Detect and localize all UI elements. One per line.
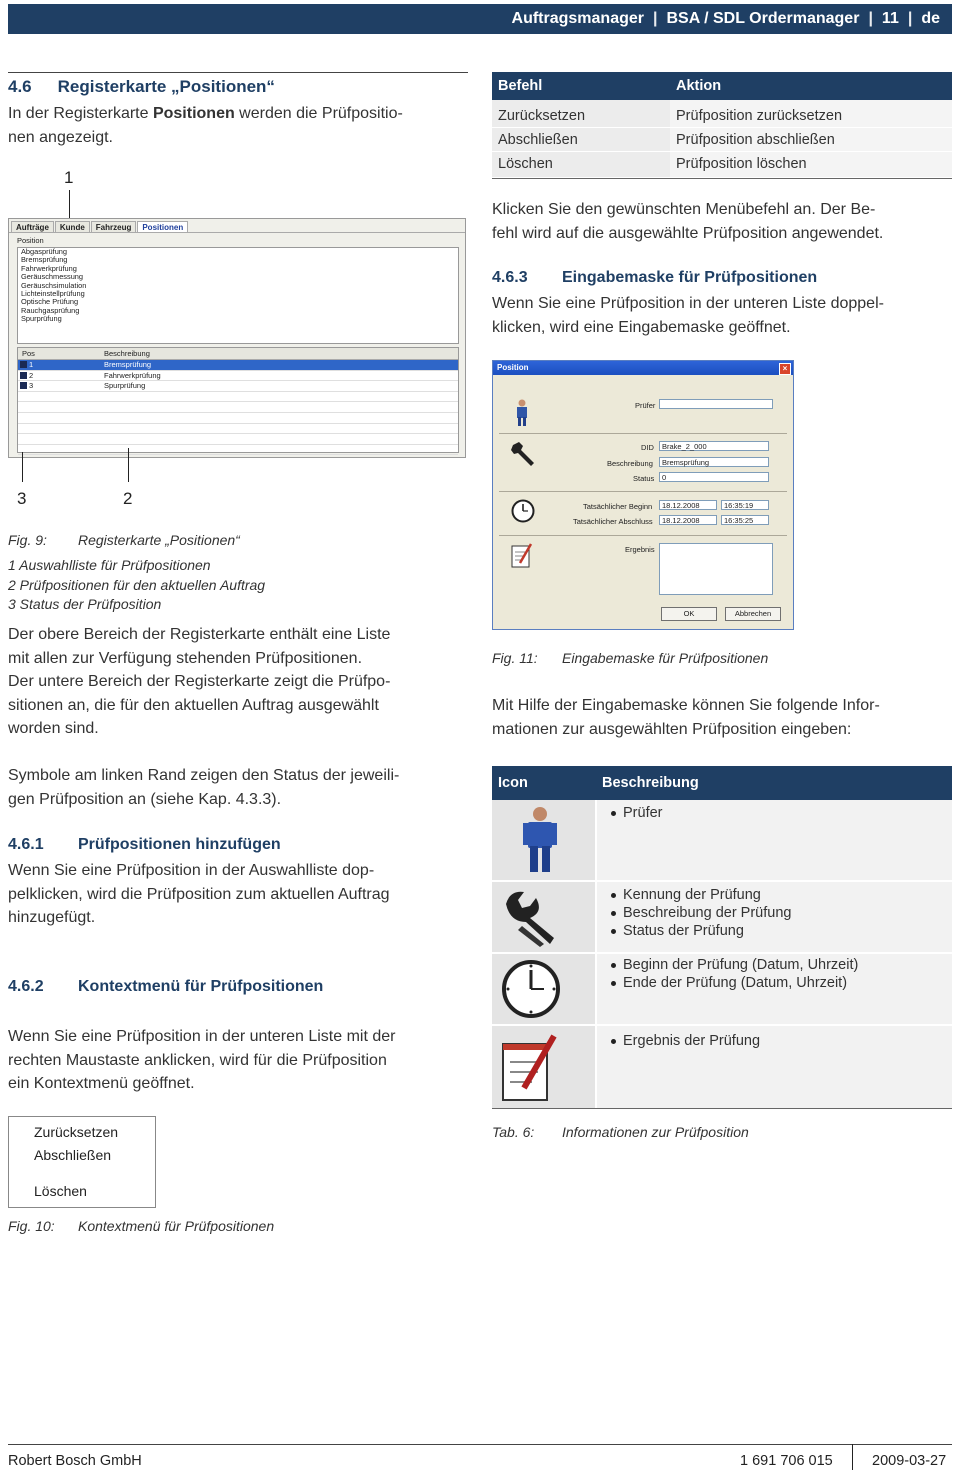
- table-row-desc-cell: [597, 954, 952, 1024]
- tab6-title: Informationen zur Prüfposition: [562, 1124, 749, 1140]
- act-cell: Prüfposition abschließen: [670, 128, 952, 152]
- line: Der untere Bereich der Registerkarte zeigt die Prüfpo-: [8, 673, 391, 690]
- menu-item-abschliessen[interactable]: Abschließen: [34, 1147, 112, 1163]
- callout-line-2: [128, 448, 129, 482]
- fig9-legend: [8, 556, 265, 615]
- heading-4-6: [8, 77, 275, 97]
- table-row-desc-cell: [597, 1026, 952, 1108]
- intro-bold: Positionen: [152, 105, 235, 122]
- grid-col-desc: Beschreibung: [104, 349, 150, 358]
- abschluss-date-field[interactable]: 18.12.2008: [659, 515, 717, 525]
- status-icon: [20, 372, 27, 379]
- table-row-desc-cell: [597, 882, 952, 952]
- heading-4-6-2: [8, 978, 323, 996]
- footer-date: 2009-03-27: [872, 1453, 947, 1469]
- line: Wenn Sie eine Prüfposition in der unteren Liste doppel-: [492, 295, 884, 312]
- grid-cell-pos: 1: [29, 360, 34, 369]
- heading-title: Registerkarte „Positionen“: [57, 77, 275, 96]
- legend-item: 2 Prüfpositionen für den aktuellen Auftrag: [8, 576, 266, 593]
- info-table: [492, 766, 952, 1110]
- paragraph-symbols: [8, 764, 399, 811]
- list-item[interactable]: Fahrwerkprüfung: [21, 263, 77, 273]
- line: mit allen zur Verfügung stehenden Prüfpositionen.: [8, 649, 363, 667]
- paragraph-mask-info: [492, 694, 880, 741]
- empty-row: [18, 402, 458, 413]
- dialog-titlebar: [493, 361, 793, 375]
- fig10-label: Fig. 10:: [8, 1218, 55, 1234]
- table-row: [492, 152, 952, 178]
- menu-item-zuruecksetzen[interactable]: Zurücksetzen: [34, 1124, 119, 1140]
- table-row: [492, 100, 952, 128]
- list-item: Prüfer: [611, 804, 952, 822]
- available-positions-list[interactable]: [17, 247, 459, 344]
- command-table: [492, 72, 952, 178]
- cmd-cell: Zurücksetzen: [492, 100, 670, 128]
- list-item[interactable]: Lichteinstellprüfung: [21, 288, 85, 298]
- tab6-caption: [492, 1124, 749, 1140]
- fig11-title: Eingabemaske für Prüfpositionen: [562, 650, 769, 666]
- line: Wenn Sie eine Prüfposition in der unteren Liste mit der: [8, 1028, 396, 1045]
- did-field[interactable]: Brake_2_000: [659, 441, 769, 451]
- fig9-label: Fig. 9:: [8, 532, 47, 548]
- legend-item: 1 Auswahlliste für Prüfpositionen: [8, 557, 211, 573]
- tab-positionen[interactable]: Positionen: [137, 221, 188, 233]
- table-bottom-rule: [492, 1108, 952, 1109]
- grid-cell-desc: Spurprüfung: [104, 381, 146, 391]
- grid-cell-desc: Fahrwerkprüfung: [104, 370, 161, 380]
- list-item: Status der Prüfung: [611, 922, 952, 940]
- tab-divider: [9, 232, 465, 233]
- heading-4-6-3: [492, 269, 817, 287]
- heading-number: 4.6: [8, 77, 32, 96]
- list-item[interactable]: Abgasprüfung: [21, 247, 68, 256]
- clock-icon: [500, 958, 562, 1020]
- fig11-label: Fig. 11:: [492, 650, 538, 666]
- label-beginn: Tatsächlicher Beginn: [583, 502, 653, 511]
- divider: [499, 433, 787, 434]
- table-row-icon-cell: [492, 954, 595, 1024]
- list-item: Kennung der Prüfung: [611, 886, 952, 904]
- label-abschluss: Tatsächlicher Abschluss: [573, 517, 653, 526]
- line: hinzugefügt.: [8, 909, 96, 926]
- line: fehl wird auf die ausgewählte Prüfposition angewendet.: [492, 224, 884, 242]
- grid-cell-pos: 3: [29, 381, 34, 391]
- fig11-caption: [492, 650, 768, 666]
- line: pelklicken, wird die Prüfposition zum aktuellen Auftrag: [8, 885, 390, 903]
- divider: [499, 535, 787, 536]
- table-row-icon-cell: [492, 800, 595, 880]
- cmd-cell: Löschen: [492, 152, 670, 178]
- label-beschreibung: Beschreibung: [607, 459, 653, 468]
- cancel-button[interactable]: Abbrechen: [725, 607, 781, 621]
- intro-text-2: werden die Prüfpositio-: [234, 105, 403, 122]
- callout-2: 2: [123, 489, 133, 508]
- header-lang: de: [921, 10, 940, 27]
- col-icon: Icon: [498, 775, 528, 791]
- legend-item: 3 Status der Prüfposition: [8, 596, 162, 612]
- notepad-icon: [500, 1034, 558, 1104]
- act-cell: Prüfposition löschen: [670, 152, 952, 178]
- line: Wenn Sie eine Prüfposition in der Auswahlliste dop-: [8, 862, 375, 879]
- line: Mit Hilfe der Eingabemaske können Sie folgende Infor-: [492, 697, 880, 714]
- table-row-desc-cell: [597, 800, 952, 880]
- heading-title: Prüfpositionen hinzufügen: [78, 836, 281, 853]
- grid-cell-pos: 2: [29, 370, 34, 380]
- person-icon: [513, 399, 531, 427]
- paragraph-context: [8, 1025, 395, 1096]
- heading-number: 4.6.2: [8, 978, 44, 995]
- table-row-icon-cell: [492, 1026, 595, 1108]
- table-row: [492, 128, 952, 152]
- heading-number: 4.6.3: [492, 269, 528, 286]
- list-item: Beschreibung der Prüfung: [611, 904, 952, 922]
- line: Klicken Sie den gewünschten Menübefehl an. Der Be-: [492, 201, 876, 218]
- list-item[interactable]: Bremsprüfung: [21, 255, 68, 265]
- line: rechten Maustaste anklicken, wird für die Prüfposition: [8, 1051, 387, 1069]
- command-table-wrap: [492, 72, 952, 179]
- list-item[interactable]: Rauchgasprüfung: [21, 305, 80, 315]
- header-page: 11: [881, 10, 899, 27]
- line: sitionen an, die für den aktuellen Auftrag ausgewählt: [8, 696, 379, 714]
- fig10-title: Kontextmenü für Prüfpositionen: [78, 1218, 275, 1234]
- grid-cell-desc: Bremsprüfung: [104, 360, 152, 369]
- list-item[interactable]: Spurprüfung: [21, 314, 62, 324]
- empty-row: [18, 424, 458, 435]
- abschluss-time-field[interactable]: 16:35:25: [721, 515, 769, 525]
- col-beschreibung: Beschreibung: [602, 775, 699, 791]
- list-item: Beginn der Prüfung (Datum, Uhrzeit): [611, 956, 952, 974]
- desc-list: [597, 1032, 952, 1050]
- list-header: Position: [17, 236, 44, 245]
- ok-button[interactable]: OK: [661, 607, 717, 621]
- heading-title: Eingabemaske für Prüfpositionen: [562, 269, 818, 286]
- line: Der obere Bereich der Registerkarte enthält eine Liste: [8, 626, 391, 643]
- cmd-cell: Abschließen: [492, 128, 670, 152]
- close-icon[interactable]: ×: [779, 363, 791, 375]
- divider: [499, 491, 787, 492]
- paragraph-add: [8, 859, 390, 930]
- col-aktion: Aktion: [670, 72, 952, 100]
- empty-row: [18, 392, 458, 403]
- line: gen Prüfposition an (siehe Kap. 4.3.3).: [8, 790, 282, 808]
- heading-number: 4.6.1: [8, 836, 44, 853]
- label-did: DID: [641, 443, 654, 452]
- empty-row: [18, 445, 458, 456]
- wrench-icon: [509, 439, 537, 467]
- paragraph-list-description: [8, 623, 390, 741]
- ergebnis-field[interactable]: [659, 543, 773, 595]
- positions-screenshot: [8, 218, 466, 458]
- callout-3: 3: [17, 489, 27, 508]
- line: mationen zur ausgewählten Prüfposition eingeben:: [492, 720, 852, 738]
- list-item[interactable]: Geräuschmessung: [21, 272, 84, 282]
- table-row-icon-cell: [492, 882, 595, 952]
- wrench-icon: [500, 886, 562, 948]
- line: worden sind.: [8, 720, 99, 737]
- beginn-time-field[interactable]: 16:35:19: [721, 500, 769, 510]
- fig10-caption: [8, 1218, 274, 1234]
- intro-line2: nen angezeigt.: [8, 128, 113, 146]
- desc-list: [597, 804, 952, 822]
- list-item: Ende der Prüfung (Datum, Uhrzeit): [611, 974, 952, 992]
- desc-list: [597, 886, 952, 940]
- fig9-caption: [8, 532, 240, 548]
- footer-docnum: 1 691 706 015: [740, 1453, 833, 1469]
- table-row[interactable]: [18, 371, 458, 382]
- tab6-label: Tab. 6:: [492, 1124, 535, 1140]
- act-cell: Prüfposition zurücksetzen: [670, 100, 952, 128]
- table-row[interactable]: [18, 381, 458, 392]
- line: ein Kontextmenü geöffnet.: [8, 1075, 195, 1092]
- position-dialog: [492, 360, 794, 630]
- tab-kunde[interactable]: Kunde: [55, 221, 90, 233]
- person-icon: [520, 806, 560, 874]
- callout-1: 1: [64, 168, 74, 187]
- heading-title: Kontextmenü für Prüfpositionen: [78, 978, 324, 995]
- paragraph-click-command: [492, 198, 883, 245]
- dialog-title: Position: [497, 363, 529, 372]
- list-item[interactable]: Optische Prüfung: [21, 297, 79, 307]
- page-header: Auftragsmanager | BSA / SDL Ordermanager | 11 | de: [8, 4, 952, 34]
- line: klicken, wird eine Eingabemaske geöffnet.: [492, 318, 791, 336]
- paragraph-input-mask: [492, 292, 884, 339]
- section-rule: [8, 72, 468, 73]
- fig9-title: Registerkarte „Positionen“: [78, 532, 240, 548]
- header-section: BSA / SDL Ordermanager: [666, 10, 860, 27]
- footer-separator: [852, 1444, 853, 1470]
- footer-company: Robert Bosch GmbH: [8, 1453, 142, 1469]
- empty-row: [18, 413, 458, 424]
- clock-icon: [511, 499, 535, 523]
- table-row[interactable]: [18, 360, 458, 371]
- notepad-icon: [511, 543, 533, 569]
- info-table-header: [492, 766, 952, 800]
- col-befehl: Befehl: [492, 72, 670, 100]
- list-item[interactable]: Geräuschsimulation: [21, 280, 87, 290]
- grid-header: [18, 348, 458, 360]
- heading-4-6-1: [8, 836, 281, 854]
- label-ergebnis: Ergebnis: [625, 545, 655, 554]
- grid-col-pos: Pos: [22, 349, 35, 358]
- status-field[interactable]: 0: [659, 472, 769, 482]
- callout-line-3: [22, 452, 23, 482]
- status-icon: [20, 382, 27, 389]
- beschreibung-field[interactable]: Bremsprüfung: [659, 457, 769, 467]
- header-product: Auftragsmanager: [511, 10, 644, 27]
- desc-list: [597, 956, 952, 992]
- empty-row: [18, 434, 458, 445]
- footer-rule: [8, 1444, 952, 1445]
- tab-fahrzeug[interactable]: Fahrzeug: [91, 221, 137, 233]
- order-positions-grid[interactable]: [17, 347, 459, 453]
- intro-text: In der Registerkarte: [8, 105, 153, 122]
- tab-auftraege[interactable]: Aufträge: [11, 221, 54, 233]
- table-bottom-rule: [492, 178, 952, 179]
- context-menu: [8, 1116, 156, 1208]
- list-item: Ergebnis der Prüfung: [611, 1032, 952, 1050]
- beginn-date-field[interactable]: 18.12.2008: [659, 500, 717, 510]
- menu-item-loeschen[interactable]: Löschen: [34, 1183, 87, 1199]
- line: Symbole am linken Rand zeigen den Status der jeweili-: [8, 767, 400, 784]
- pruefer-field[interactable]: [659, 399, 773, 409]
- intro-paragraph: [8, 102, 403, 149]
- label-status: Status: [633, 474, 655, 483]
- label-pruefer: Prüfer: [635, 401, 656, 410]
- status-icon: [20, 361, 27, 368]
